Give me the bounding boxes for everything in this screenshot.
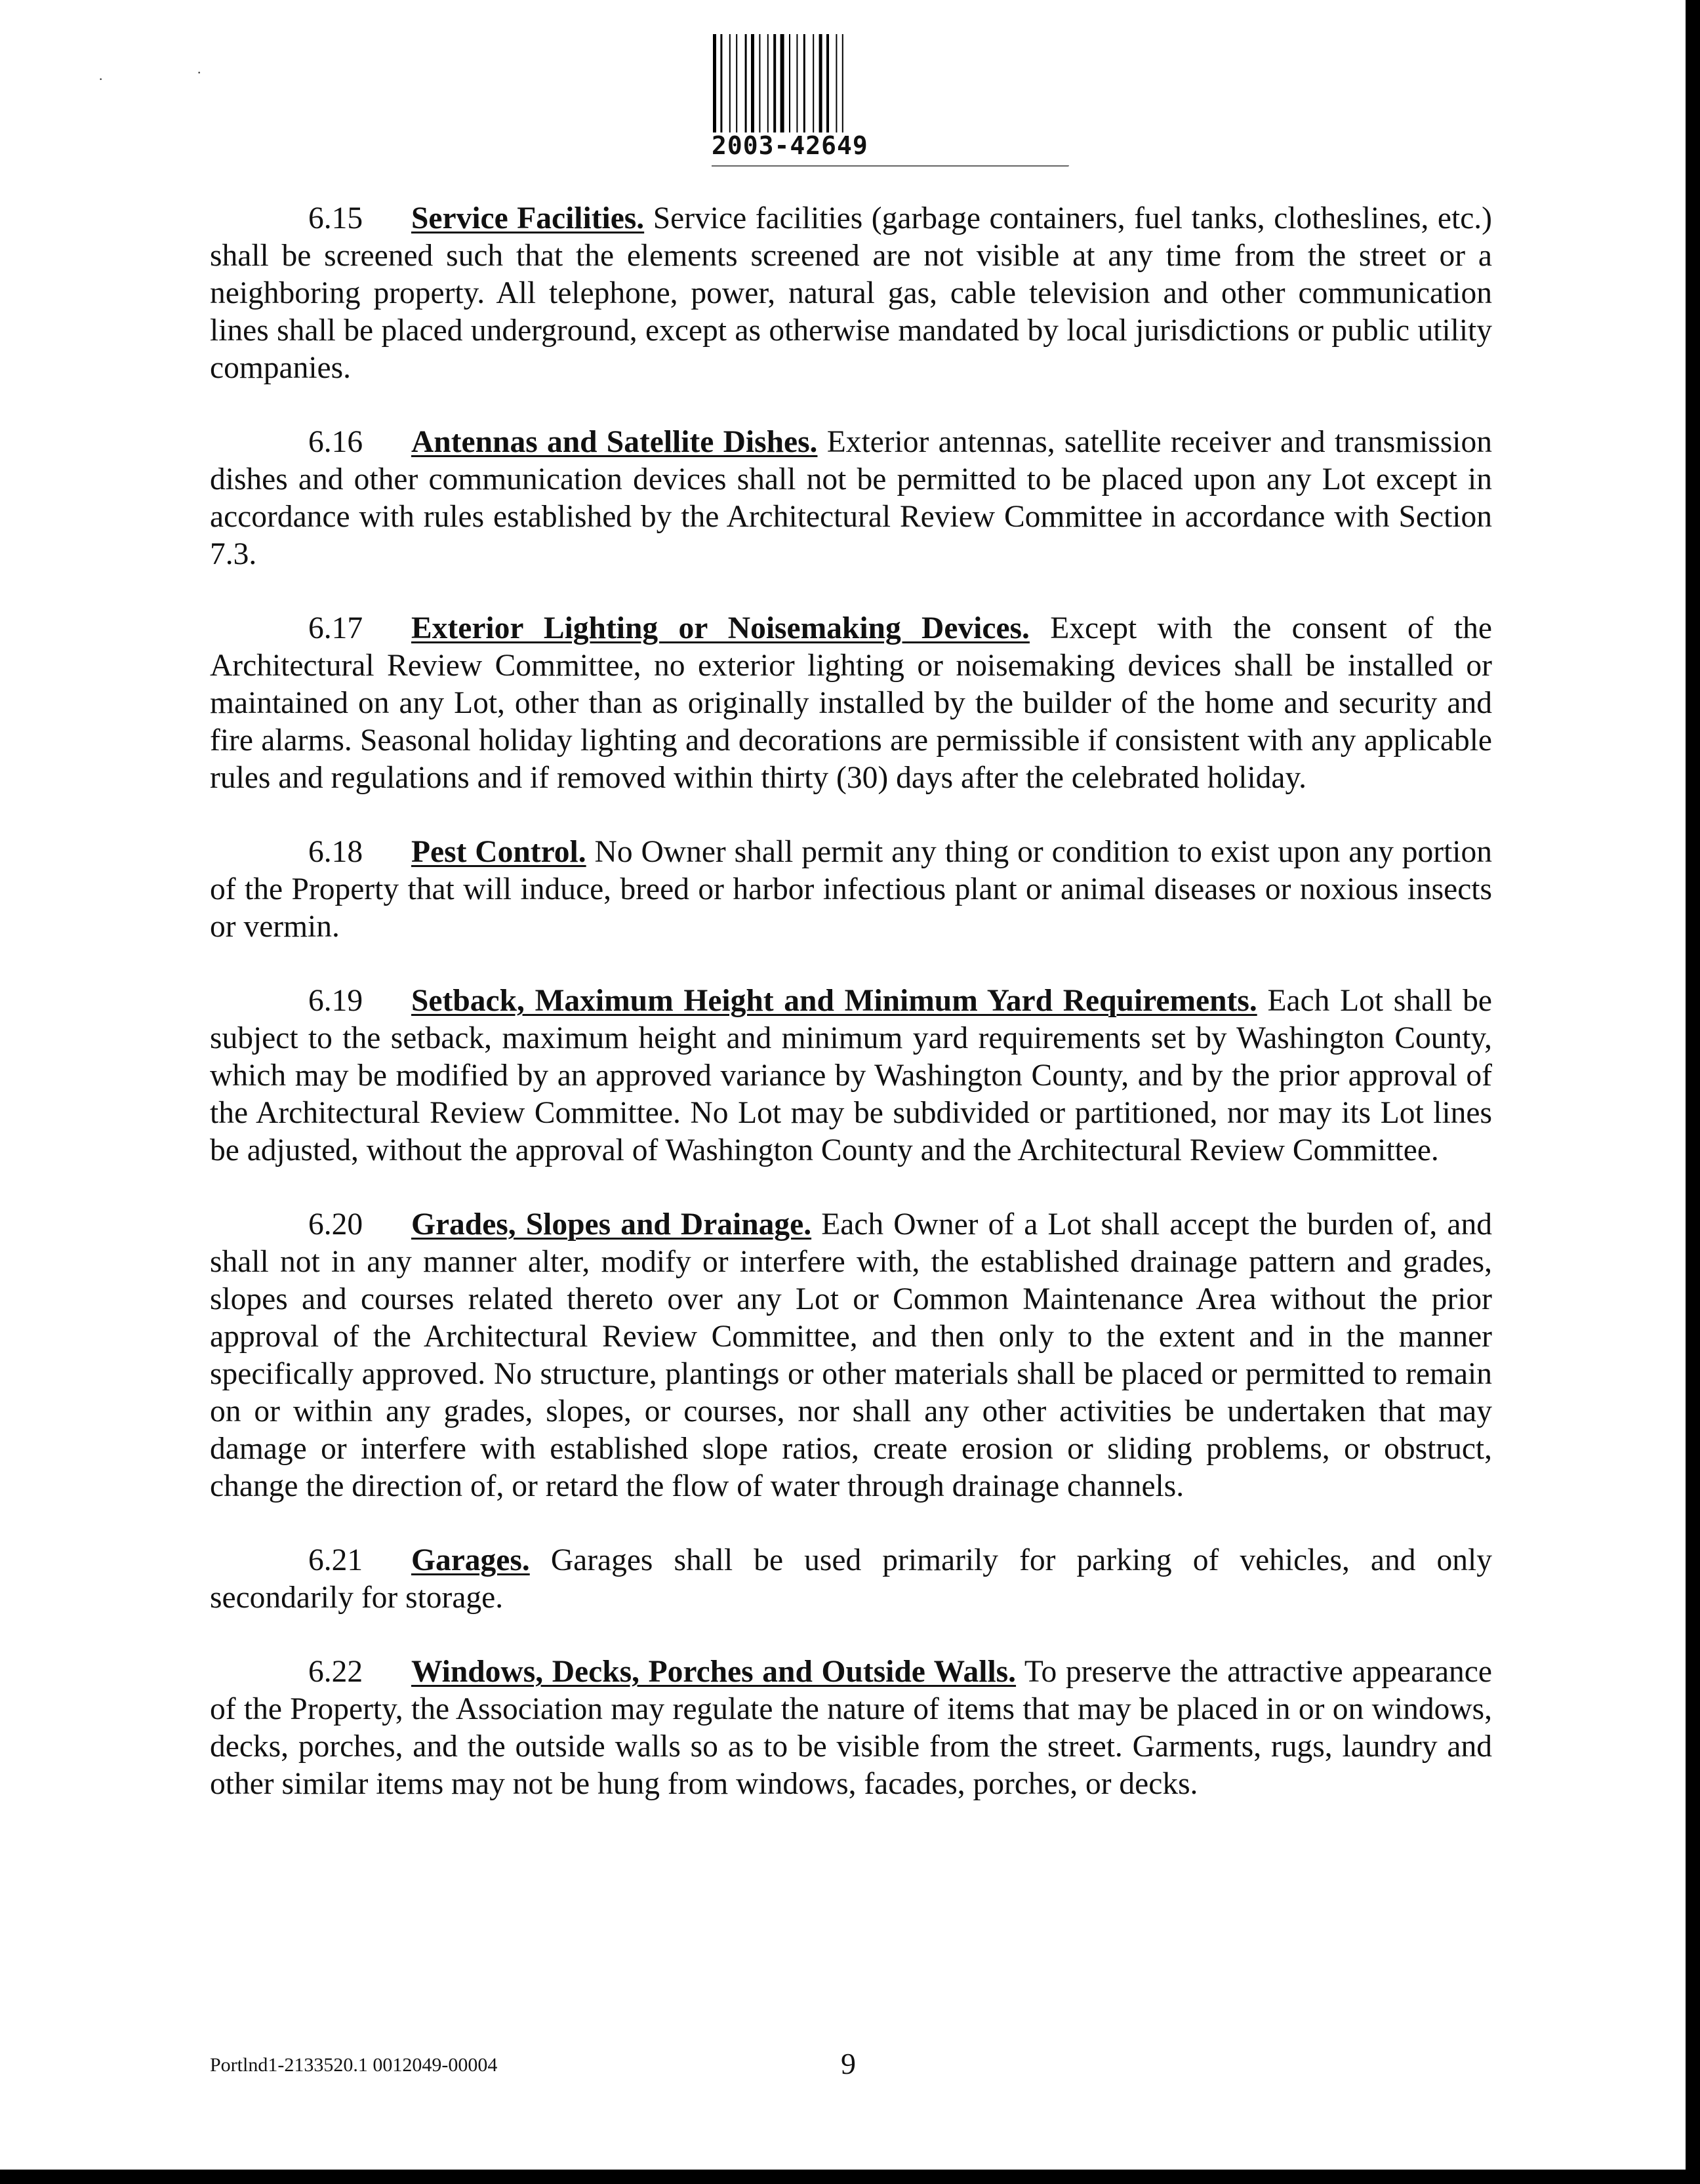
section-body: No Owner shall permit any thing or condition to exist upon any portion of the Property that will induce, breed or harbor infectious plant or animal diseases or noxious insects or vermin.: [210, 835, 1492, 944]
section-heading: Windows, Decks, Porches and Outside Walls.: [411, 1655, 1017, 1689]
section-number: 6.20: [308, 1207, 363, 1242]
section-6-16: [210, 424, 1492, 573]
section-heading: Exterior Lighting or Noisemaking Devices.: [411, 611, 1030, 645]
section-heading: Service Facilities.: [411, 201, 645, 235]
section-body: Garages shall be used primarily for parking of vehicles, and only secondarily for storage.: [210, 1543, 1493, 1615]
section-6-15: [210, 200, 1492, 387]
section-6-19: [210, 982, 1492, 1169]
section-6-17: [210, 610, 1492, 797]
section-heading: Antennas and Satellite Dishes.: [411, 425, 818, 459]
section-body: Each Owner of a Lot shall accept the burden of, and shall not in any manner alter, modify or interfere with, the established drainage pattern and grades, slopes and courses related thereto over any Lot or Common Maintenance Area without the prior approval of the Architectural Review Committee, and then only to the extent and in the manner specifically approved. No structure, plantings or other materials shall be placed or permitted to remain on or within any grades, slopes, or courses, nor shall any other activities be undertaken that may damage or interfere with established slope ratios, create erosion or sliding problems, or obstruct, change the direction of, or retard the flow of water through drainage channels.: [210, 1207, 1492, 1503]
section-body: Service facilities (garbage containers, fuel tanks, clotheslines, etc.) shall be screened such that the elements screened are not visible at any time from the street or a neighboring property. All telephone, power, natural gas, cable television and other communication lines shall be placed underground, except as otherwise mandated by local jurisdictions or public utility companies.: [210, 201, 1492, 385]
section-body: Exterior antennas, satellite receiver and transmission dishes and other communication devices shall not be permitted to be placed upon any Lot except in accordance with rules established by the Architectural Review Committee in accordance with Section 7.3.: [210, 425, 1493, 571]
section-6-22: [210, 1653, 1492, 1803]
footer-page-number: 9: [841, 2047, 856, 2080]
section-6-21: [210, 1542, 1492, 1617]
section-number: 6.15: [308, 201, 363, 235]
section-number: 6.16: [308, 425, 363, 459]
section-body: Each Lot shall be subject to the setback, maximum height and minimum yard requirements set by Washington County, which may be modified by an approved variance by Washington County, and by the prior approval of the Architectural Review Committee. No Lot may be subdivided or partitioned, nor may its Lot lines be adjusted, without the approval of Washington County and the Architectural Review Committee.: [210, 984, 1493, 1167]
section-6-18: [210, 834, 1492, 946]
section-6-20: [210, 1206, 1492, 1505]
section-number: 6.18: [308, 835, 363, 869]
barcode-underline: [712, 165, 1069, 167]
barcode-image: [712, 34, 1007, 132]
section-number: 6.22: [308, 1655, 363, 1689]
document-body: [210, 200, 1492, 1840]
section-body: Except with the consent of the Architectural Review Committee, no exterior lighting or noisemaking devices shall be installed or maintained on any Lot, other than as originally installed by the builder of the home and security and fire alarms. Seasonal holiday lighting and decorations are permissible if consistent with any applicable rules and regulations and if removed within thirty (30) days after the celebrated holiday.: [210, 611, 1492, 795]
scan-speck: ·: [98, 71, 104, 87]
footer-document-id: Portlnd1-2133520.1 0012049-00004: [210, 2054, 498, 2076]
section-heading: Grades, Slopes and Drainage.: [411, 1207, 812, 1242]
section-number: 6.19: [308, 984, 363, 1018]
barcode-stamp: [712, 34, 1007, 160]
section-body: To preserve the attractive appearance of the Property, the Association may regulate the nature of items that may be placed in or on windows, decks, porches, and the outside walls so as to be visible from the street. Garments, rugs, laundry and other similar items may not be hung from windows, facades, porches, or decks.: [210, 1655, 1492, 1801]
scan-speck: ·: [197, 64, 202, 81]
section-heading: Garages.: [411, 1543, 530, 1577]
section-heading: Setback, Maximum Height and Minimum Yard Requirements.: [411, 984, 1257, 1018]
section-number: 6.21: [308, 1543, 363, 1577]
section-heading: Pest Control.: [411, 835, 586, 869]
section-number: 6.17: [308, 611, 363, 645]
barcode-number: 2003-42649: [712, 131, 868, 160]
